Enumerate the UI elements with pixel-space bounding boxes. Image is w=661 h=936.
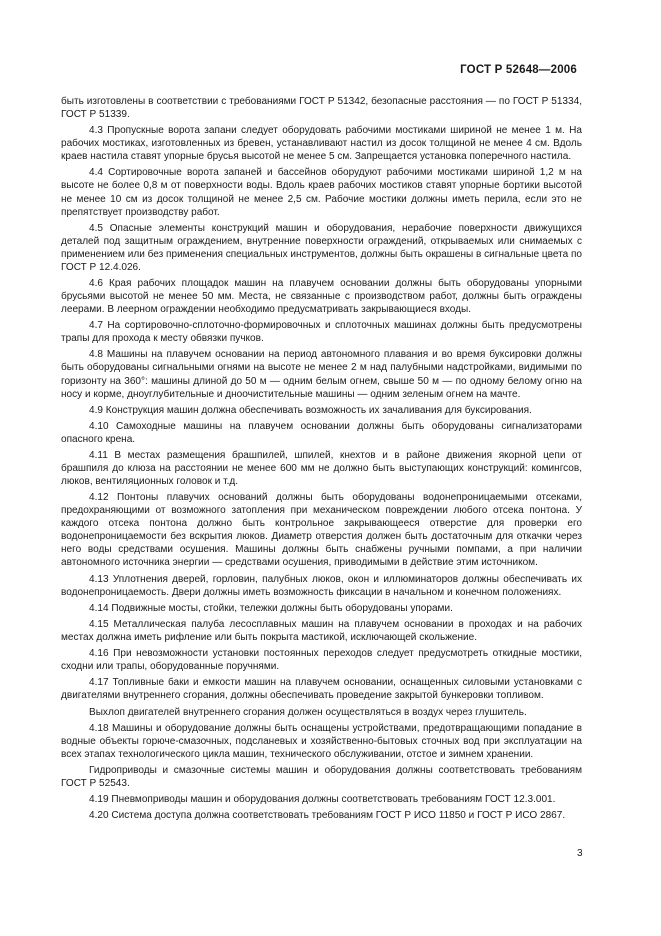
paragraph-4-10: 4.10 Самоходные машины на плавучем основании должны быть оборудованы сигнализаторами опасного крена.: [61, 420, 582, 445]
paragraph-4-8: 4.8 Машины на плавучем основании на период автономного плавания и во время буксировки должны быть оборудованы сигнальными огнями на высоте не менее 2 м над палубными надстройками, видимыми по горизонту на 360°: машины длиной до 50 м — одним белым огнем, свыше 50 м — по одному белому огню на носу и корме, дноуглубительные и дноочистительные машины — одним зеленым огнем на мачте.: [61, 349, 582, 400]
document-body: [61, 95, 582, 825]
paragraph-4-12: 4.12 Понтоны плавучих оснований должны быть оборудованы водонепроницаемыми отсеками, предохраняющими от возможного затопления при механическом повреждении любого отсека понтона. У каждого отсека понтона должно быть контрольное закрывающееся отверстие для проверки его водонепроницаемости без вскрытия люков. Диаметр отверстия должен быть достаточным для откачки через него воды средствами осушения. Машины должны быть снабжены ручными помпами, а при наличии автономного источника энергии — средствами осушения, приводимыми в действие этим источником.: [61, 492, 582, 569]
paragraph-4-15: 4.15 Металлическая палуба лесосплавных машин на плавучем основании в проходах и на рабочих местах должна иметь рифление или быть покрыта мастикой, исключающей скольжение.: [61, 618, 582, 643]
paragraph-4-4: 4.4 Сортировочные ворота запаней и бассейнов оборудуют рабочими мостиками шириной 1,2 м на высоте не более 0,8 м от поверхности воды. Вдоль краев рабочих мостиков ставят упорные бортики высотой не менее 10 см из досок толщиной не менее 2,5 см. Рабочие мостики должны иметь перила, если это не препятствует производству работ.: [61, 167, 582, 218]
paragraph-4-13: 4.13 Уплотнения дверей, горловин, палубных люков, окон и иллюминаторов должны обеспечивать их водонепроницаемость. Двери должны иметь возможность фиксации в начальном и конечном положениях.: [61, 573, 582, 598]
paragraph-continuation: быть изготовлены в соответствии с требованиями ГОСТ Р 51342, безопасные расстояния — по ГОСТ Р 51334, ГОСТ Р 51339.: [61, 96, 582, 121]
paragraph-4-9: 4.9 Конструкция машин должна обеспечивать возможность их зачаливания для буксирования.: [89, 404, 532, 416]
paragraph-4-3: 4.3 Пропускные ворота запани следует оборудовать рабочими мостиками шириной не менее 1 м. На рабочих мостиках, изготовленных из бревен, устанавливают настил из досок толщиной не менее 4 см. Вдоль краев настила ставят упорные брусья высотой не менее 5 см. Запрещается установка поперечного настила.: [61, 125, 582, 163]
paragraph-hydraulics: Гидроприводы и смазочные системы машин и оборудования должны соответствовать требованиям ГОСТ Р 52543.: [61, 764, 582, 789]
paragraph-4-20: 4.20 Система доступа должна соответствовать требованиям ГОСТ Р ИСО 11850 и ГОСТ Р ИСО 2867.: [89, 810, 566, 822]
page-number: 3: [577, 848, 583, 859]
paragraph-4-6: 4.6 Края рабочих площадок машин на плавучем основании должны быть оборудованы упорными брусьями высотой не менее 50 мм. Места, не связанные с производством работ, должны быть ограждены леерами. В леерном ограждении необходимо предусматривать закрывающиеся входы.: [61, 277, 582, 316]
paragraph-4-5: 4.5 Опасные элементы конструкций машин и оборудования, нерабочие поверхности движущихся деталей под защитным ограждением, внутренние поверхности ограждений, открываемых или снимаемых с применением или без применения специальных инструментов, должны быть окрашены в сигнальные цвета по ГОСТ Р 12.4.026.: [61, 222, 582, 273]
paragraph-4-19: 4.19 Пневмоприводы машин и оборудования должны соответствовать требованиям ГОСТ 12.3.001.: [89, 794, 556, 806]
paragraph-4-11: 4.11 В местах размещения брашпилей, шпилей, кнехтов и в районе движения якорной цепи от брашпиля до клюза на расстоянии не менее 600 мм не должно быть выступающих конструкций: комингсов, люков, вентиляционных головок и т.д.: [61, 450, 582, 488]
paragraph-exhaust: Выхлоп двигателей внутреннего сгорания должен осуществляться в воздух через глушитель.: [89, 706, 527, 718]
paragraph-4-14: 4.14 Подвижные мосты, стойки, тележки должны быть оборудованы упорами.: [89, 602, 453, 614]
paragraph-4-16: 4.16 При невозможности установки постоянных переходов следует предусмотреть откидные мостики, сходни или трапы, оборудованные поручнями.: [61, 648, 582, 673]
document-header: ГОСТ Р 52648—2006: [460, 64, 577, 76]
paragraph-4-7: 4.7 На сортировочно-сплоточно-формировочных и сплоточных машинах должны быть предусмотрены трапы для прохода к месту обвязки пучков.: [61, 320, 582, 345]
paragraph-4-18: 4.18 Машины и оборудование должны быть оснащены устройствами, предотвращающими попадание в водные объекты горюче-смазочных, подсланевых и хозяйственно-бытовых сточных вод при эксплуатации на всех этапах технологического цикла машин, технического обслуживании, отстое и зимнем хранении.: [61, 722, 582, 760]
paragraph-4-17: 4.17 Топливные баки и емкости машин на плавучем основании, оснащенных силовыми установками с двигателями внутреннего сгорания, должны обеспечивать проведение закрытой бункеровки топливом.: [61, 677, 582, 702]
